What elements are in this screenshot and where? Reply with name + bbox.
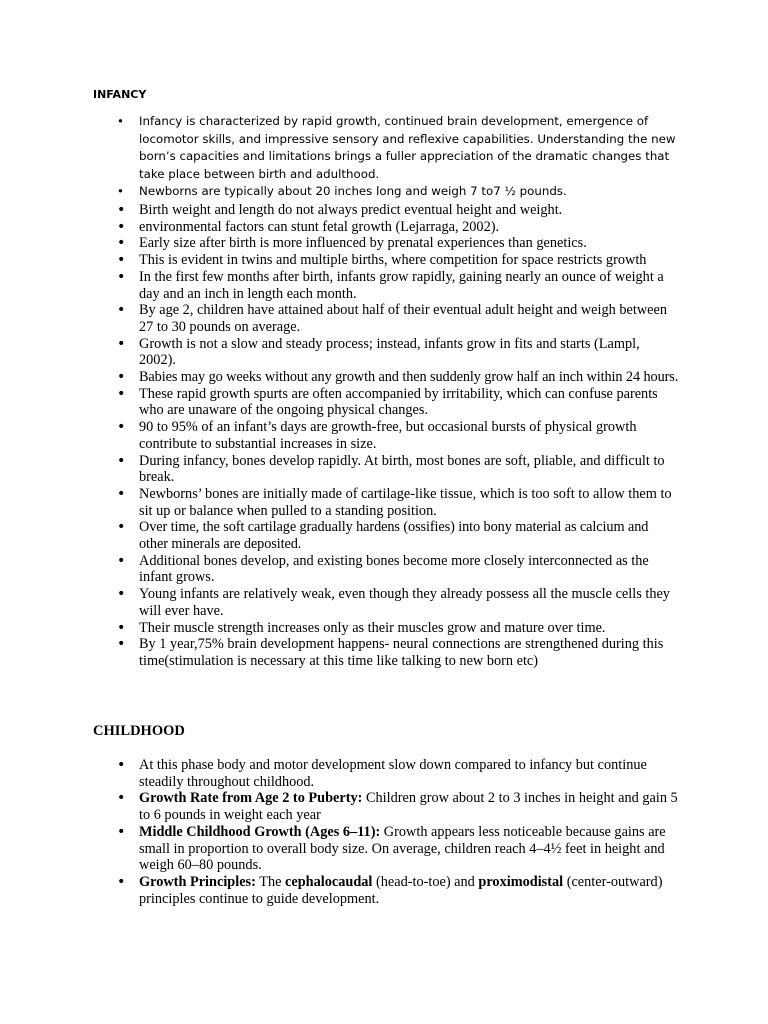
list-item [139,824,679,874]
list-item: • In the first few months after birth, infants grow rapidly, gaining nearly an ounce of weight a day and an inch in length each month. [139,269,679,302]
list-item: • Newborns are typically about 20 inches long and weigh 7 to7 ½ pounds. [139,183,679,201]
childhood-list [139,757,679,907]
item-text: Children grow about 2 to 3 inches in height and gain 5 to 6 pounds in weight each year [139,790,678,824]
list-item: • Early size after birth is more influenced by prenatal experiences than genetics. [139,235,679,252]
infancy-facts-list [139,202,679,670]
list-item: • Young infants are relatively weak, even though they already possess all the muscle cells they will ever have. [139,586,679,619]
list-item: • These rapid growth spurts are often accompanied by irritability, which can confuse parents who are unaware of the ongoing physical changes. [139,386,679,419]
bold-label: Middle Childhood Growth (Ages 6–11): [139,823,381,840]
item-text: Growth appears less noticeable because gains are small in proportion to overall body size. On average, children reach 4–4½ feet in height and weigh 60–80 pounds. [139,823,666,874]
item-text: (head-to-toe) and [372,873,479,890]
list-item: • environmental factors can stunt fetal growth (Lejarraga, 2002). [139,219,679,236]
bold-term: cephalocaudal [285,873,373,890]
list-item: • This is evident in twins and multiple births, where competition for space restricts growth [139,252,679,269]
item-text: The [255,873,286,890]
list-item: • Their muscle strength increases only as their muscles grow and mature over time. [139,620,679,637]
list-item: • By age 2, children have attained about half of their eventual adult height and weigh between 27 to 30 pounds on average. [139,302,679,335]
list-item: • Newborns’ bones are initially made of cartilage-like tissue, which is too soft to allow them to sit up or balance when pulled to a standing position. [139,486,679,519]
list-item: • 90 to 95% of an infant’s days are growth-free, but occasional bursts of physical growth contribute to substantial increases in size. [139,419,679,452]
bold-label: Growth Principles: [139,873,256,890]
item-text: (center-outward) principles continue to guide development. [139,873,663,907]
list-item: • Over time, the soft cartilage gradually hardens (ossifies) into bony material as calcium and other minerals are deposited. [139,519,679,552]
bold-term: proximodistal [478,873,564,890]
infancy-heading: INFANCY [93,88,147,101]
list-item: • Birth weight and length do not always predict eventual height and weight. [139,202,679,219]
list-item: • Growth is not a slow and steady process; instead, infants grow in fits and starts (Lampl, 2002). [139,336,679,369]
list-item: • Infancy is characterized by rapid growth, continued brain development, emergence of locomotor skills, and impressive sensory and reflexive capabilities. Understanding the new born’s capacities and limitations brings a fuller appreciation of the dramatic changes that take place between birth and adulthood. [139,113,679,183]
list-item: • During infancy, bones develop rapidly. At birth, most bones are soft, pliable, and difficult to break. [139,453,679,486]
list-item: • Babies may go weeks without any growth and then suddenly grow half an inch within 24 hours. [139,369,679,386]
list-item: • Additional bones develop, and existing bones become more closely interconnected as the infant grows. [139,553,679,586]
childhood-heading: CHILDHOOD [93,723,185,739]
list-item: • At this phase body and motor development slow down compared to infancy but continue steadily throughout childhood. [139,757,679,790]
infancy-intro-list [139,113,679,201]
bold-label: Growth Rate from Age 2 to Puberty: [139,790,363,807]
list-item [139,874,679,907]
list-item: • By 1 year,75% brain development happens- neural connections are strengthened during this time(stimulation is necessary at this time like talking to new born etc) [139,636,679,669]
list-item [139,790,679,823]
